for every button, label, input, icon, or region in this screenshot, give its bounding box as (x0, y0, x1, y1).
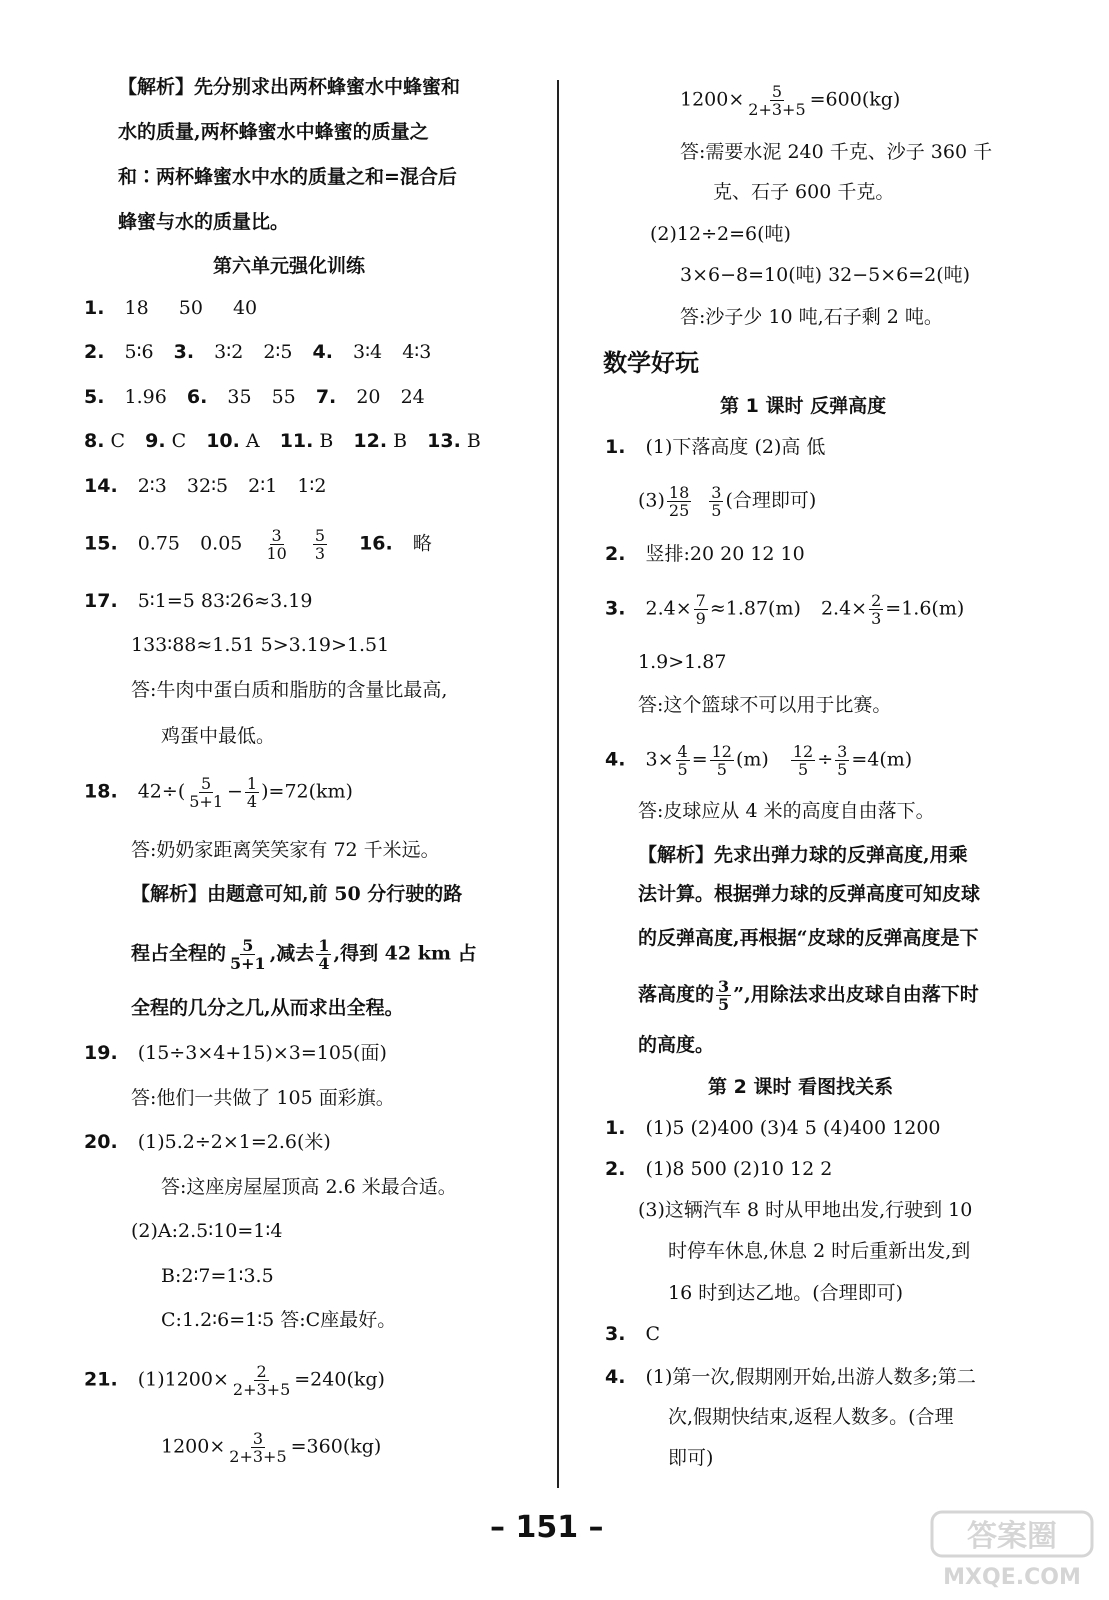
answer-text: (1)5.2÷2×1=2.6(米) (137, 1131, 331, 1153)
answer-text: 133∶88≈1.51 5>3.19>1.51 (131, 634, 390, 656)
q-number: 21. (84, 1368, 118, 1391)
formula-text: =1.6(m) (885, 597, 965, 620)
fraction: $\frac{12}{5}$ (792, 742, 814, 779)
answer-q19 (84, 1041, 387, 1065)
fraction: $\frac{5}{2+3+5}$ (748, 82, 806, 119)
answer-value: B (393, 430, 408, 452)
q-number: 6. (186, 386, 208, 408)
q-number: 4. (312, 341, 333, 363)
q-number: 4. (605, 748, 626, 771)
answer-q14 (84, 474, 326, 498)
fraction: $\frac{5}{5+1}$ (189, 774, 223, 811)
fraction: $\frac{5}{5+1}$ (230, 936, 266, 973)
column-divider (557, 80, 559, 1488)
q-number: 16. (359, 532, 393, 555)
answer-text: (1)8 500 (2)10 12 2 (645, 1158, 833, 1180)
answer-text: 答:牛肉中蛋白质和脂肪的含量比最高, (131, 679, 448, 701)
q-number: 20. (84, 1131, 118, 1153)
fraction: $\frac{12}{5}$ (711, 742, 732, 779)
answer-text: (2)A:2.5∶10=1∶4 (131, 1220, 283, 1242)
q-number: 3. (605, 597, 626, 620)
watermark-url: MXQE.COM (943, 1565, 1081, 1590)
lesson1-q2 (605, 542, 805, 566)
answer-value: A (245, 430, 260, 452)
q-number: 2. (605, 543, 626, 565)
fraction: $\frac{3}{10}$ (266, 526, 287, 563)
answer-text: B:2∶7=1∶3.5 (161, 1265, 274, 1287)
answer-value: 24 (400, 386, 425, 408)
answer-text: 答:这座房屋屋顶高 2.6 米最合适。 (161, 1176, 457, 1198)
formula-text: 1200× (680, 88, 745, 111)
analysis-line: 水的质量,两杯蜂蜜水中蜂蜜的质量之 (118, 121, 429, 143)
lesson2-q1 (605, 1116, 941, 1140)
formula-text: 2.4× (820, 597, 868, 620)
answer-text: (2)12÷2=6(吨) (650, 223, 791, 245)
answer-text: 1.9>1.87 (638, 651, 727, 673)
answer-value: C (645, 1323, 661, 1345)
answer-text: (1)第一次,假期刚开始,出游人数多;第二 (645, 1366, 976, 1388)
answer-q1 (84, 296, 257, 320)
lesson-title: 第 2 课时 看图找关系 (708, 1076, 894, 1098)
answer-value: 3∶2 (214, 341, 244, 363)
page-number: – 151 – (490, 1510, 604, 1545)
analysis-line: 和∶两杯蜂蜜水中水的质量之和=混合后 (118, 166, 457, 188)
formula-text: )=72(km) (261, 780, 353, 803)
q-number: 2. (84, 341, 105, 363)
answer-value: C (110, 430, 126, 452)
answer-value: 0.05 (200, 532, 243, 555)
analysis-line: 全程的几分之几,从而求出全程。 (131, 997, 404, 1019)
fraction: $\frac{1}{4}$ (318, 936, 330, 973)
answer-text: 次,假期快结束,返程人数多。(合理 (668, 1406, 954, 1428)
answer-value: C (171, 430, 187, 452)
formula-text: 42÷( (137, 780, 186, 803)
analysis-line: 的反弹高度,再根据“皮球的反弹高度是下 (638, 927, 979, 949)
answer-text: 答:这个篮球不可以用于比赛。 (638, 694, 892, 716)
q-number: 9. (145, 430, 166, 452)
answer-text: (1)5 (2)400 (3)4 5 (4)400 1200 (645, 1117, 941, 1139)
answer-value: 20 (356, 386, 381, 408)
q-number: 11. (279, 430, 314, 452)
analysis-line: 蜂蜜与水的质量比。 (118, 211, 290, 233)
q-number: 18. (84, 780, 118, 803)
analysis-line: 程占全程的 $\frac{5}{5+1}$ ,减去 $\frac{1}{4}$ ,得到 42 km 占 (131, 936, 477, 973)
formula-text: =600(kg) (809, 88, 901, 111)
fraction: $\frac{18}{25}$ (668, 483, 690, 520)
answer-value: B (466, 430, 481, 452)
answer-value: 2∶3 (137, 475, 167, 497)
answer-q5-q7 (84, 385, 425, 409)
lesson1-q1 (605, 435, 825, 459)
answer-value: 18 (124, 297, 149, 319)
answer-text: 答:沙子少 10 吨,石子剩 2 吨。 (680, 306, 943, 328)
answer-q2-q4 (84, 340, 431, 364)
q-number: 7. (315, 386, 337, 408)
answer-text: C:1.2∶6=1∶5 答:C座最好。 (161, 1309, 397, 1331)
answer-text: 鸡蛋中最低。 (161, 725, 276, 747)
q-number: 2. (605, 1158, 626, 1180)
answer-text: 竖排:20 20 12 10 (645, 543, 805, 565)
q-number: 10. (206, 430, 240, 452)
answer-text: 5∶1=5 83∶26≈3.19 (137, 590, 313, 612)
analysis-line: 【解析】先分别求出两杯蜂蜜水中蜂蜜和 (118, 76, 461, 98)
fraction: $\frac{2}{3}$ (871, 591, 882, 628)
answer-q15-q16 (84, 527, 432, 562)
formula-text: (3) (638, 489, 665, 512)
q-number: 1. (84, 297, 105, 319)
lesson2-q4 (605, 1365, 976, 1389)
lesson1-q3 (605, 592, 964, 627)
answer-text: 3×6−8=10(吨) 32−5×6=2(吨) (680, 264, 971, 286)
analysis-line: 落高度的 $\frac{3}{5}$ ”,用除法求出皮球自由落下时 (638, 977, 979, 1014)
fraction: $\frac{5}{3}$ (314, 526, 326, 563)
q-number: 3. (605, 1323, 626, 1345)
q-number: 15. (84, 532, 118, 555)
answer-q8-q13 (84, 429, 481, 453)
q-number: 19. (84, 1042, 118, 1064)
fraction: $\frac{1}{4}$ (246, 774, 258, 811)
fraction: $\frac{3}{5}$ (718, 977, 730, 1014)
answer-text: 时停车休息,休息 2 时后重新出发,到 (668, 1240, 971, 1262)
formula-text: − (227, 780, 243, 803)
lesson-title: 第 1 课时 反弹高度 (720, 395, 887, 417)
q-number: 1. (605, 436, 626, 458)
answer-value: 4∶3 (402, 341, 432, 363)
q-number: 5. (84, 386, 105, 408)
answer-value: 略 (412, 532, 432, 555)
answer-text: 答:需要水泥 240 千克、沙子 360 千 (680, 141, 993, 163)
answer-text: (15÷3×4+15)×3=105(面) (137, 1042, 387, 1064)
answer-value: 3∶4 (353, 341, 383, 363)
answer-text: 答:皮球应从 4 米的高度自由落下。 (638, 800, 935, 822)
answer-value: 2∶5 (263, 341, 293, 363)
formula-text: ≈1.87(m) (709, 597, 801, 620)
answer-value: 35 (227, 386, 252, 408)
fraction: $\frac{4}{5}$ (677, 742, 688, 779)
answer-value: 2∶1 (248, 475, 278, 497)
formula-text: = (691, 748, 708, 771)
lesson2-q2 (605, 1157, 832, 1181)
lesson2-q3 (605, 1322, 660, 1346)
formula-text: =4(m) (851, 748, 913, 771)
answer-text: (3)这辆汽车 8 时从甲地出发,行驶到 10 (638, 1199, 973, 1221)
answer-q17 (84, 589, 312, 613)
answer-value: B (319, 430, 334, 452)
watermark-logo (928, 1508, 1096, 1592)
formula-text: ÷ (817, 748, 834, 771)
watermark-text: 答案圈 (967, 1519, 1057, 1554)
chapter-heading: 数学好玩 (603, 349, 699, 377)
answer-value: 1.96 (124, 386, 167, 408)
answer-text: 答:他们一共做了 105 面彩旗。 (131, 1087, 395, 1109)
analysis-line: 法计算。根据弹力球的反弹高度可知皮球 (638, 883, 981, 905)
answer-q20 (84, 1130, 331, 1154)
formula-text: =240(kg) (294, 1368, 385, 1391)
analysis-line: 【解析】先求出弹力球的反弹高度,用乘 (638, 844, 968, 866)
answer-value: 1∶2 (297, 475, 327, 497)
lesson1-q4 (605, 743, 912, 778)
analysis-line: 的高度。 (638, 1034, 715, 1056)
answer-value: 55 (271, 386, 296, 408)
answer-q21-line2 (161, 1430, 381, 1465)
answer-value: 5∶6 (124, 341, 154, 363)
q-number: 1. (605, 1117, 626, 1139)
fraction: $\frac{3}{5}$ (711, 483, 722, 520)
answer-text: 答:奶奶家距离笑笑家有 72 千米远。 (131, 839, 440, 861)
answer-q18 (84, 775, 353, 810)
answer-q21 (84, 1363, 385, 1398)
formula-text: (合理即可) (725, 489, 817, 512)
answer-q21-line3 (680, 83, 900, 118)
answer-value: 32∶5 (186, 475, 229, 497)
answer-text: 16 时到达乙地。(合理即可) (668, 1282, 904, 1304)
q-number: 17. (84, 590, 118, 612)
fraction: $\frac{2}{2+3+5}$ (232, 1362, 291, 1399)
answer-text: 即可) (668, 1447, 714, 1469)
answer-value: 40 (232, 297, 258, 319)
formula-text: =360(kg) (290, 1435, 382, 1458)
q-number: 4. (605, 1366, 626, 1388)
q-number: 8. (84, 430, 105, 452)
answer-text: (1)下落高度 (2)高 低 (645, 436, 826, 458)
answer-value: 0.75 (137, 532, 181, 555)
q-number: 12. (353, 430, 388, 452)
analysis-line: 【解析】由题意可知,前 50 分行驶的路 (131, 883, 463, 905)
formula-text: (m) (735, 748, 769, 771)
formula-text: (1)1200× (137, 1368, 229, 1391)
formula-text: 1200× (161, 1435, 226, 1458)
formula-text: 3× (645, 748, 674, 771)
q-number: 13. (427, 430, 461, 452)
q-number: 14. (84, 475, 118, 497)
q-number: 3. (173, 341, 195, 363)
answer-value: 50 (178, 297, 203, 319)
answer-text: 克、石子 600 千克。 (713, 181, 895, 203)
lesson1-q1-part3 (638, 484, 816, 519)
fraction: $\frac{3}{5}$ (837, 742, 848, 779)
fraction: $\frac{3}{2+3+5}$ (229, 1429, 287, 1466)
formula-text: 2.4× (645, 597, 692, 620)
section-title: 第六单元强化训练 (213, 255, 366, 277)
fraction: $\frac{7}{9}$ (695, 591, 706, 628)
